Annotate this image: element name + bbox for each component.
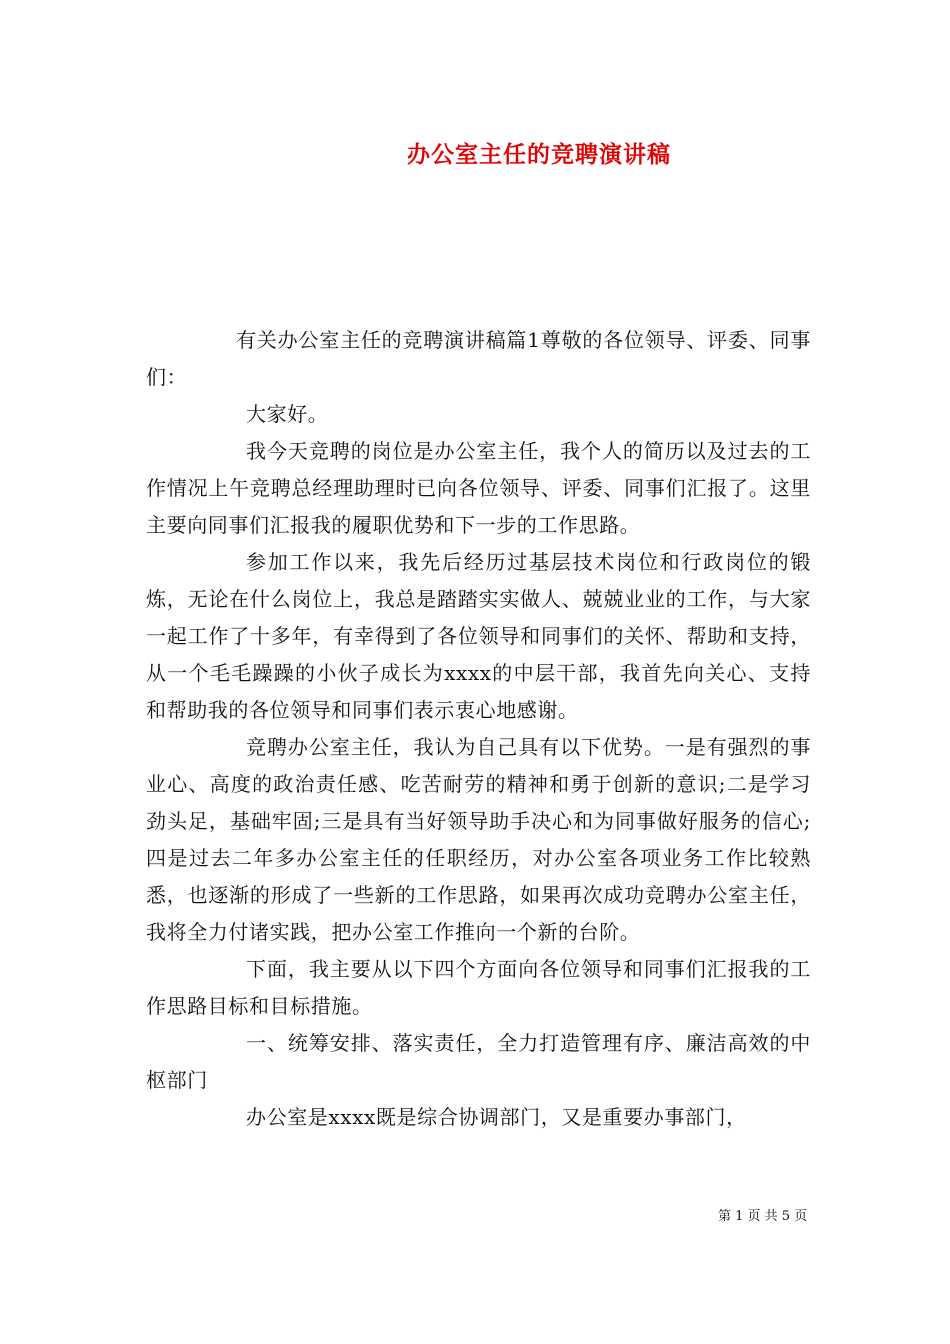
- section-heading: 一、统筹安排、落实责任，全力打造管理有序、廉洁高效的中枢部门: [146, 1031, 811, 1092]
- paragraph-greeting: 大家好。: [246, 402, 329, 426]
- paragraph: 参加工作以来，我先后经历过基层技术岗位和行政岗位的锻炼，无论在什么岗位上，我总是踏踏实实做人、兢兢业业的工作，与大家一起工作了十多年，有幸得到了各位领导和同事们的关怀、帮助和支持，从一个毛毛躁躁的小伙子成长为xxxx的中层干部，我首先向关心、支持和帮助我的各位领导和同事们表示衷心地感谢。: [146, 550, 811, 722]
- paragraph-salutation: 有关办公室主任的竞聘演讲稿篇1尊敬的各位领导、评委、同事们：: [146, 328, 811, 389]
- document-title: 办公室主任的竞聘演讲稿: [407, 141, 671, 168]
- paragraph: 办公室是xxxx既是综合协调部门，又是重要办事部门，: [246, 1105, 747, 1129]
- paragraph: 竞聘办公室主任，我认为自己具有以下优势。一是有强烈的事业心、高度的政治责任感、吃苦耐劳的精神和勇于创新的意识;二是学习劲头足，基础牢固;三是具有当好领导助手决心和为同事做好服务的信心;四是过去二年多办公室主任的任职经历，对办公室各项业务工作比较熟悉，也逐渐的形成了一些新的工作思路，如果再次成功竞聘办公室主任，我将全力付诸实践，把办公室工作推向一个新的台阶。: [146, 735, 811, 944]
- paragraph: 下面，我主要从以下四个方面向各位领导和同事们汇报我的工作思路目标和目标措施。: [146, 957, 811, 1018]
- paragraph: 我今天竞聘的岗位是办公室主任，我个人的简历以及过去的工作情况上午竞聘总经理助理时已向各位领导、评委、同事们汇报了。这里主要向同事们汇报我的履职优势和下一步的工作思路。: [146, 439, 811, 537]
- document-body: [146, 322, 811, 1136]
- page-number-footer: 第 1 页 共 5 页: [718, 1209, 808, 1224]
